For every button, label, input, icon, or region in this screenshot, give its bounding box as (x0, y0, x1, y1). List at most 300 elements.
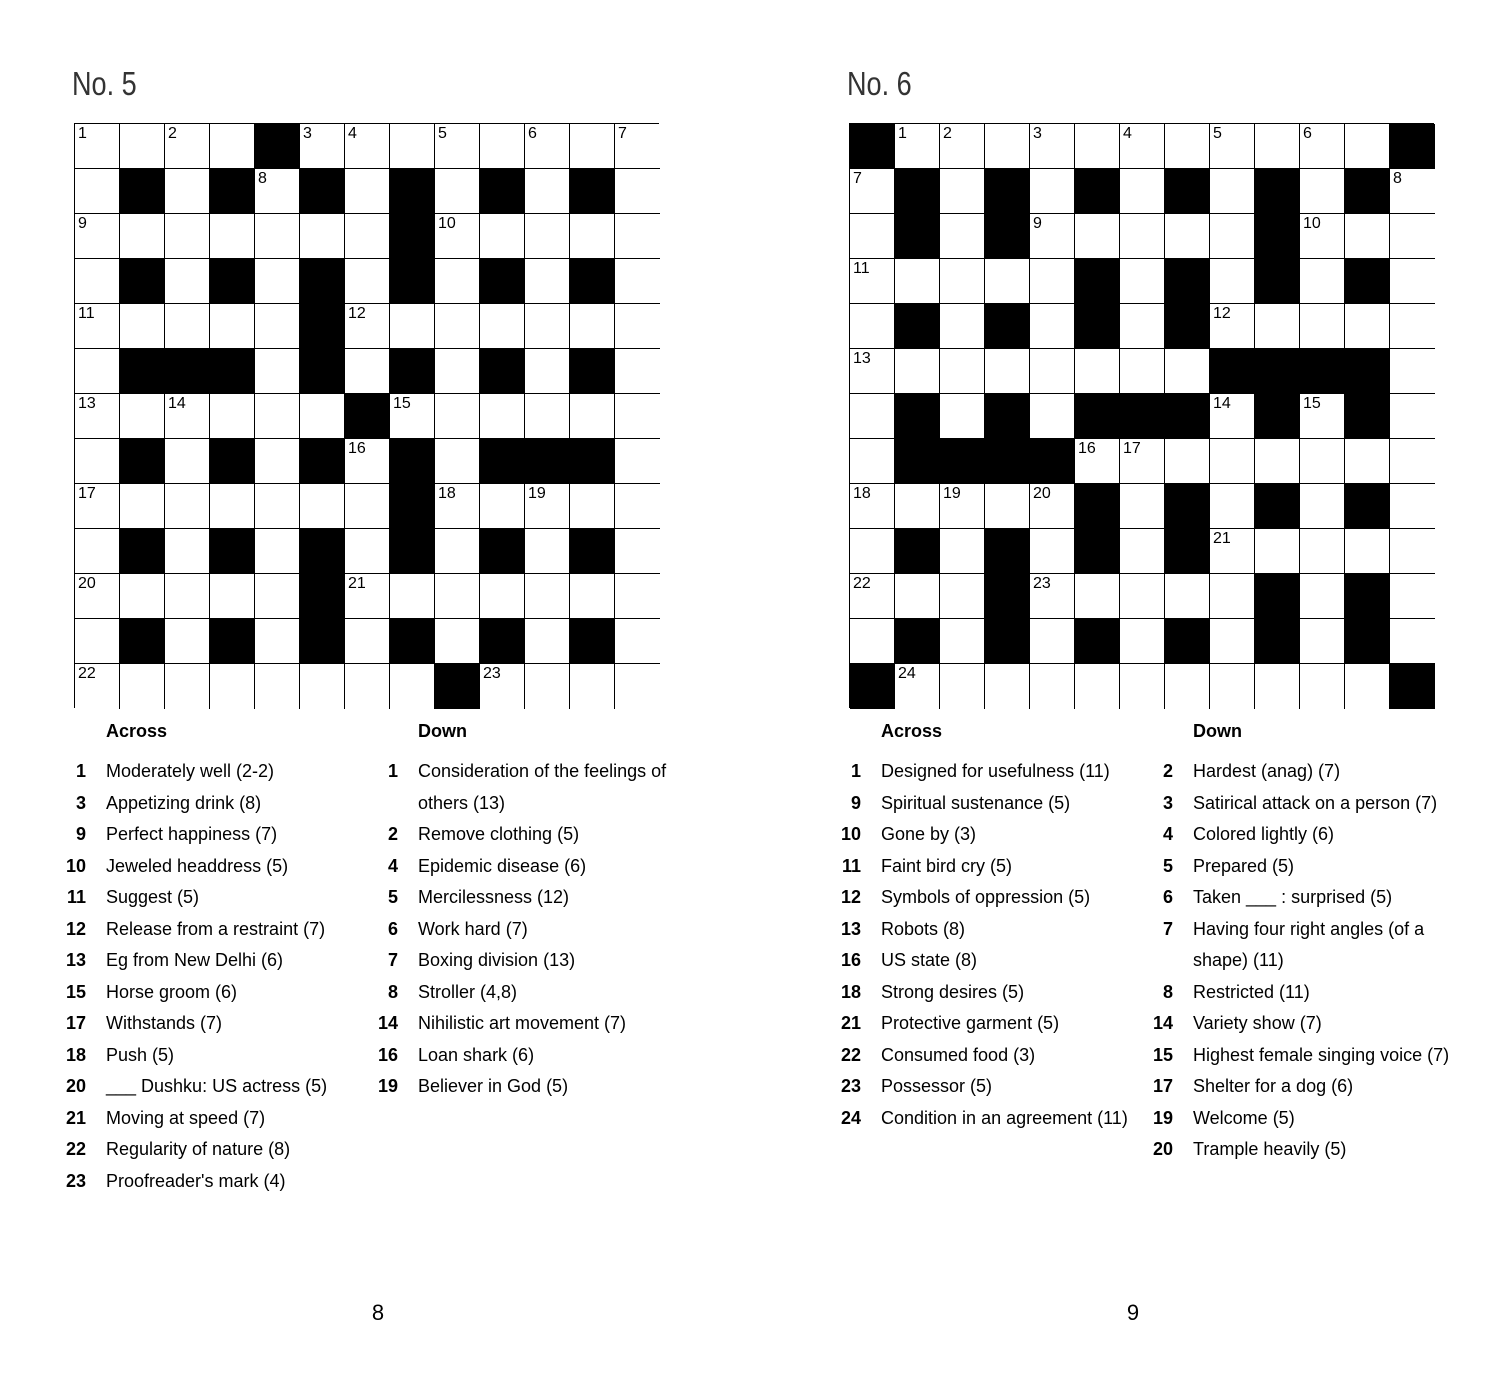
grid-cell[interactable] (1120, 214, 1165, 259)
grid-cell[interactable] (1210, 394, 1255, 439)
grid-cell[interactable] (435, 349, 480, 394)
grid-block (895, 439, 940, 484)
grid-cell[interactable] (1120, 124, 1165, 169)
grid-cell[interactable] (850, 529, 895, 574)
grid-cell[interactable] (940, 349, 985, 394)
grid-cell[interactable] (300, 214, 345, 259)
grid-cell[interactable] (1075, 214, 1120, 259)
grid-cell[interactable] (165, 619, 210, 664)
grid-block (1345, 349, 1390, 394)
grid-cell[interactable] (850, 484, 895, 529)
clue-text: Satirical attack on a person (7) (1193, 792, 1438, 813)
grid-cell[interactable] (1075, 124, 1120, 169)
grid-cell[interactable] (615, 439, 660, 484)
grid-block (985, 214, 1030, 259)
grid-cell[interactable] (1030, 214, 1075, 259)
clue-number: 12 (840, 887, 861, 907)
grid-cell[interactable] (850, 439, 895, 484)
grid-cell[interactable] (120, 304, 165, 349)
across-clue (835, 1040, 1141, 1072)
grid-cell[interactable] (570, 124, 615, 169)
grid-block (1075, 619, 1120, 664)
grid-cell[interactable] (255, 394, 300, 439)
grid-cell[interactable] (1300, 484, 1345, 529)
grid-cell[interactable] (480, 664, 525, 709)
grid-cell[interactable] (210, 484, 255, 529)
grid-cell[interactable] (165, 169, 210, 214)
grid-cell[interactable] (210, 574, 255, 619)
grid-cell[interactable] (525, 304, 570, 349)
grid-cell[interactable] (985, 664, 1030, 709)
grid-cell[interactable] (615, 214, 660, 259)
grid-cell[interactable] (525, 529, 570, 574)
grid-cell[interactable] (1210, 484, 1255, 529)
grid-cell[interactable] (255, 259, 300, 304)
grid-cell[interactable] (895, 574, 940, 619)
grid-cell[interactable] (1300, 664, 1345, 709)
clue-text: Mercilessness (12) (418, 887, 570, 907)
across-clue (835, 788, 1141, 820)
grid-cell[interactable] (1390, 214, 1435, 259)
grid-cell[interactable] (1120, 664, 1165, 709)
grid-block (1075, 169, 1120, 214)
grid-cell[interactable] (1030, 124, 1075, 169)
grid-cell[interactable] (1300, 439, 1345, 484)
grid-cell[interactable] (940, 664, 985, 709)
grid-cell[interactable] (1120, 484, 1165, 529)
grid-cell[interactable] (1165, 124, 1210, 169)
grid-cell[interactable] (615, 169, 660, 214)
grid-cell[interactable] (1390, 439, 1435, 484)
grid-cell[interactable] (1390, 304, 1435, 349)
grid-cell[interactable] (985, 259, 1030, 304)
down-clue (372, 1071, 678, 1103)
grid-block (1165, 529, 1210, 574)
grid-cell[interactable] (390, 664, 435, 709)
grid-cell[interactable] (895, 349, 940, 394)
cell-number: 12 (348, 305, 366, 322)
grid-cell[interactable] (75, 214, 120, 259)
grid-cell[interactable] (300, 484, 345, 529)
grid-cell[interactable] (1210, 439, 1255, 484)
cell-number: 5 (1213, 125, 1222, 142)
grid-cell[interactable] (75, 439, 120, 484)
grid-cell[interactable] (850, 169, 895, 214)
grid-block (1345, 484, 1390, 529)
grid-cell[interactable] (1390, 574, 1435, 619)
grid-cell[interactable] (1120, 304, 1165, 349)
grid-cell[interactable] (1075, 349, 1120, 394)
grid-cell[interactable] (1120, 439, 1165, 484)
grid-cell[interactable] (570, 394, 615, 439)
grid-cell[interactable] (75, 484, 120, 529)
grid-cell[interactable] (940, 259, 985, 304)
grid-cell[interactable] (895, 664, 940, 709)
grid-block (480, 349, 525, 394)
grid-cell[interactable] (165, 664, 210, 709)
grid-cell[interactable] (75, 304, 120, 349)
grid-block (895, 169, 940, 214)
grid-cell[interactable] (1075, 574, 1120, 619)
grid-cell[interactable] (615, 619, 660, 664)
grid-cell[interactable] (75, 349, 120, 394)
grid-block (1390, 664, 1435, 709)
grid-cell[interactable] (1120, 259, 1165, 304)
grid-cell[interactable] (940, 529, 985, 574)
grid-cell[interactable] (255, 169, 300, 214)
grid-cell[interactable] (525, 169, 570, 214)
grid-cell[interactable] (165, 259, 210, 304)
grid-cell[interactable] (1030, 394, 1075, 439)
grid-cell[interactable] (120, 574, 165, 619)
grid-cell[interactable] (1165, 439, 1210, 484)
grid-cell[interactable] (1345, 664, 1390, 709)
grid-cell[interactable] (1165, 664, 1210, 709)
grid-cell[interactable] (1075, 664, 1120, 709)
grid-cell[interactable] (1165, 214, 1210, 259)
grid-cell[interactable] (940, 394, 985, 439)
grid-cell[interactable] (1120, 619, 1165, 664)
grid-cell[interactable] (525, 214, 570, 259)
grid-cell[interactable] (525, 484, 570, 529)
grid-cell[interactable] (255, 574, 300, 619)
grid-cell[interactable] (525, 394, 570, 439)
grid-cell[interactable] (1390, 484, 1435, 529)
grid-cell[interactable] (1210, 124, 1255, 169)
grid-cell[interactable] (1030, 529, 1075, 574)
grid-cell[interactable] (940, 484, 985, 529)
grid-cell[interactable] (480, 304, 525, 349)
grid-cell[interactable] (1390, 394, 1435, 439)
grid-cell[interactable] (1300, 259, 1345, 304)
grid-cell[interactable] (1300, 124, 1345, 169)
page-number-right: 9 (1126, 1300, 1140, 1325)
grid-cell[interactable] (1030, 349, 1075, 394)
grid-cell[interactable] (1390, 169, 1435, 214)
grid-cell[interactable] (1255, 439, 1300, 484)
grid-cell[interactable] (435, 439, 480, 484)
grid-cell[interactable] (255, 619, 300, 664)
grid-cell[interactable] (1030, 169, 1075, 214)
grid-cell[interactable] (570, 574, 615, 619)
grid-cell[interactable] (1255, 529, 1300, 574)
grid-cell[interactable] (435, 214, 480, 259)
grid-cell[interactable] (1300, 394, 1345, 439)
grid-cell[interactable] (895, 484, 940, 529)
grid-cell[interactable] (570, 664, 615, 709)
grid-cell[interactable] (615, 259, 660, 304)
grid-cell[interactable] (940, 304, 985, 349)
grid-cell[interactable] (1030, 484, 1075, 529)
cell-number: 20 (1033, 485, 1051, 502)
grid-block (985, 574, 1030, 619)
grid-cell[interactable] (1120, 169, 1165, 214)
grid-cell[interactable] (1300, 574, 1345, 619)
grid-cell[interactable] (300, 394, 345, 439)
grid-cell[interactable] (895, 124, 940, 169)
grid-cell[interactable] (210, 214, 255, 259)
grid-cell[interactable] (165, 124, 210, 169)
grid-cell[interactable] (300, 664, 345, 709)
puzzle-title: No. 6 (847, 65, 912, 102)
clue-number: 21 (65, 1107, 86, 1128)
clue-text: Stroller (4,8) (418, 981, 518, 1002)
grid-cell[interactable] (615, 574, 660, 619)
grid-cell[interactable] (850, 214, 895, 259)
grid-cell[interactable] (390, 394, 435, 439)
grid-cell[interactable] (120, 664, 165, 709)
grid-cell[interactable] (1210, 259, 1255, 304)
grid-cell[interactable] (940, 619, 985, 664)
grid-cell[interactable] (1345, 214, 1390, 259)
grid-cell[interactable] (165, 529, 210, 574)
grid-cell[interactable] (615, 529, 660, 574)
grid-cell[interactable] (435, 574, 480, 619)
grid-cell[interactable] (1345, 124, 1390, 169)
grid-cell[interactable] (75, 124, 120, 169)
grid-cell[interactable] (570, 304, 615, 349)
grid-cell[interactable] (75, 394, 120, 439)
grid-block (390, 484, 435, 529)
grid-block (300, 304, 345, 349)
clue-text: Push (5) (106, 1044, 175, 1065)
grid-cell[interactable] (435, 619, 480, 664)
grid-cell[interactable] (75, 529, 120, 574)
grid-block (210, 439, 255, 484)
grid-block (895, 214, 940, 259)
grid-cell[interactable] (480, 394, 525, 439)
grid-cell[interactable] (210, 664, 255, 709)
grid-cell[interactable] (75, 619, 120, 664)
grid-cell[interactable] (480, 124, 525, 169)
cell-number: 8 (258, 170, 267, 187)
grid-cell[interactable] (570, 214, 615, 259)
clue-text: Robots (8) (881, 918, 966, 939)
cell-number: 15 (393, 395, 411, 412)
cell-number: 10 (438, 215, 456, 232)
grid-cell[interactable] (615, 394, 660, 439)
grid-cell[interactable] (345, 169, 390, 214)
grid-cell[interactable] (1210, 619, 1255, 664)
grid-cell[interactable] (1390, 349, 1435, 394)
grid-cell[interactable] (345, 124, 390, 169)
cell-number: 7 (618, 125, 627, 142)
grid-cell[interactable] (435, 529, 480, 574)
grid-block (1345, 394, 1390, 439)
grid-cell[interactable] (120, 214, 165, 259)
grid-cell[interactable] (390, 124, 435, 169)
grid-cell[interactable] (1030, 619, 1075, 664)
grid-cell[interactable] (985, 484, 1030, 529)
across-clue (835, 914, 1141, 946)
grid-cell[interactable] (850, 349, 895, 394)
grid-cell[interactable] (345, 259, 390, 304)
grid-cell[interactable] (1030, 574, 1075, 619)
grid-cell[interactable] (255, 439, 300, 484)
grid-cell[interactable] (985, 349, 1030, 394)
grid-block (1165, 394, 1210, 439)
clue-number: 10 (840, 824, 861, 844)
grid-cell[interactable] (1030, 664, 1075, 709)
grid-cell[interactable] (345, 214, 390, 259)
grid-cell[interactable] (435, 169, 480, 214)
grid-cell[interactable] (300, 124, 345, 169)
grid-cell[interactable] (1075, 439, 1120, 484)
grid-cell[interactable] (75, 664, 120, 709)
grid-cell[interactable] (1030, 259, 1075, 304)
grid-cell[interactable] (345, 574, 390, 619)
cell-number: 21 (348, 575, 366, 592)
grid-cell[interactable] (210, 124, 255, 169)
grid-cell[interactable] (1210, 169, 1255, 214)
grid-cell[interactable] (1390, 259, 1435, 304)
cell-number: 9 (1033, 215, 1042, 232)
grid-cell[interactable] (525, 664, 570, 709)
grid-cell[interactable] (255, 214, 300, 259)
grid-cell[interactable] (435, 124, 480, 169)
grid-cell[interactable] (165, 439, 210, 484)
down-clue-list (1147, 756, 1453, 1166)
grid-cell[interactable] (525, 259, 570, 304)
grid-cell[interactable] (940, 124, 985, 169)
clue-number: 5 (1162, 855, 1173, 876)
grid-cell[interactable] (940, 169, 985, 214)
grid-cell[interactable] (345, 304, 390, 349)
grid-cell[interactable] (435, 394, 480, 439)
grid-cell[interactable] (1345, 304, 1390, 349)
grid-cell[interactable] (165, 574, 210, 619)
grid-cell[interactable] (75, 169, 120, 214)
grid-cell[interactable] (120, 484, 165, 529)
grid-cell[interactable] (570, 484, 615, 529)
grid-cell[interactable] (1255, 304, 1300, 349)
grid-cell[interactable] (435, 259, 480, 304)
grid-cell[interactable] (940, 574, 985, 619)
clue-number: 7 (1162, 918, 1173, 939)
grid-cell[interactable] (1300, 619, 1345, 664)
grid-cell[interactable] (210, 304, 255, 349)
grid-cell[interactable] (615, 664, 660, 709)
grid-cell[interactable] (1210, 214, 1255, 259)
grid-block (1345, 619, 1390, 664)
grid-cell[interactable] (1300, 529, 1345, 574)
grid-cell[interactable] (390, 304, 435, 349)
grid-cell[interactable] (255, 529, 300, 574)
grid-cell[interactable] (850, 394, 895, 439)
cell-number: 9 (78, 215, 87, 232)
grid-cell[interactable] (1300, 169, 1345, 214)
clue-number: 5 (387, 887, 398, 907)
grid-cell[interactable] (1120, 574, 1165, 619)
grid-cell[interactable] (255, 484, 300, 529)
grid-cell[interactable] (850, 259, 895, 304)
grid-cell[interactable] (615, 304, 660, 349)
grid-cell[interactable] (255, 664, 300, 709)
grid-cell[interactable] (345, 529, 390, 574)
grid-cell[interactable] (345, 484, 390, 529)
grid-cell[interactable] (255, 304, 300, 349)
grid-cell[interactable] (1210, 529, 1255, 574)
grid-cell[interactable] (120, 394, 165, 439)
grid-cell[interactable] (1165, 574, 1210, 619)
grid-cell[interactable] (1210, 574, 1255, 619)
grid-cell[interactable] (525, 619, 570, 664)
grid-cell[interactable] (850, 619, 895, 664)
grid-cell[interactable] (480, 574, 525, 619)
grid-cell[interactable] (165, 394, 210, 439)
grid-cell[interactable] (1120, 349, 1165, 394)
grid-cell[interactable] (615, 349, 660, 394)
across-clue (60, 756, 366, 788)
grid-cell[interactable] (165, 214, 210, 259)
grid-cell[interactable] (165, 484, 210, 529)
grid-cell[interactable] (615, 484, 660, 529)
clue-number: 15 (1152, 1044, 1173, 1065)
grid-cell[interactable] (345, 439, 390, 484)
grid-cell[interactable] (1165, 349, 1210, 394)
grid-cell[interactable] (1345, 529, 1390, 574)
grid-cell[interactable] (525, 349, 570, 394)
grid-cell[interactable] (1255, 664, 1300, 709)
grid-cell[interactable] (1390, 619, 1435, 664)
grid-cell[interactable] (1300, 304, 1345, 349)
clue-text: Appetizing drink (8) (106, 792, 262, 813)
cell-number: 2 (168, 125, 177, 142)
grid-cell[interactable] (895, 259, 940, 304)
grid-cell[interactable] (1300, 214, 1345, 259)
grid-block (210, 169, 255, 214)
grid-cell[interactable] (165, 304, 210, 349)
grid-cell[interactable] (75, 574, 120, 619)
grid-cell[interactable] (390, 574, 435, 619)
grid-cell[interactable] (345, 349, 390, 394)
grid-cell[interactable] (1120, 529, 1165, 574)
grid-cell[interactable] (1210, 304, 1255, 349)
grid-cell[interactable] (210, 394, 255, 439)
grid-cell[interactable] (1030, 304, 1075, 349)
cell-number: 17 (78, 485, 96, 502)
clue-text: Epidemic disease (6) (418, 855, 587, 876)
grid-cell[interactable] (985, 124, 1030, 169)
grid-cell[interactable] (435, 484, 480, 529)
grid-block (435, 664, 480, 709)
clue-number: 13 (840, 918, 861, 939)
grid-cell[interactable] (480, 214, 525, 259)
clue-text: Release from a restraint (7) (106, 918, 326, 939)
grid-block (390, 169, 435, 214)
grid-cell[interactable] (1345, 439, 1390, 484)
grid-cell[interactable] (480, 484, 525, 529)
grid-cell[interactable] (1390, 529, 1435, 574)
grid-cell[interactable] (120, 124, 165, 169)
grid-block (480, 169, 525, 214)
grid-cell[interactable] (345, 619, 390, 664)
grid-cell[interactable] (850, 574, 895, 619)
grid-cell[interactable] (525, 124, 570, 169)
grid-cell[interactable] (435, 304, 480, 349)
grid-cell[interactable] (345, 664, 390, 709)
grid-block (895, 304, 940, 349)
grid-cell[interactable] (615, 124, 660, 169)
grid-cell[interactable] (1255, 124, 1300, 169)
grid-cell[interactable] (75, 259, 120, 304)
grid-cell[interactable] (525, 574, 570, 619)
clue-number: 9 (75, 824, 86, 844)
grid-cell[interactable] (850, 304, 895, 349)
grid-cell[interactable] (255, 349, 300, 394)
grid-cell[interactable] (1210, 664, 1255, 709)
grid-cell[interactable] (940, 214, 985, 259)
